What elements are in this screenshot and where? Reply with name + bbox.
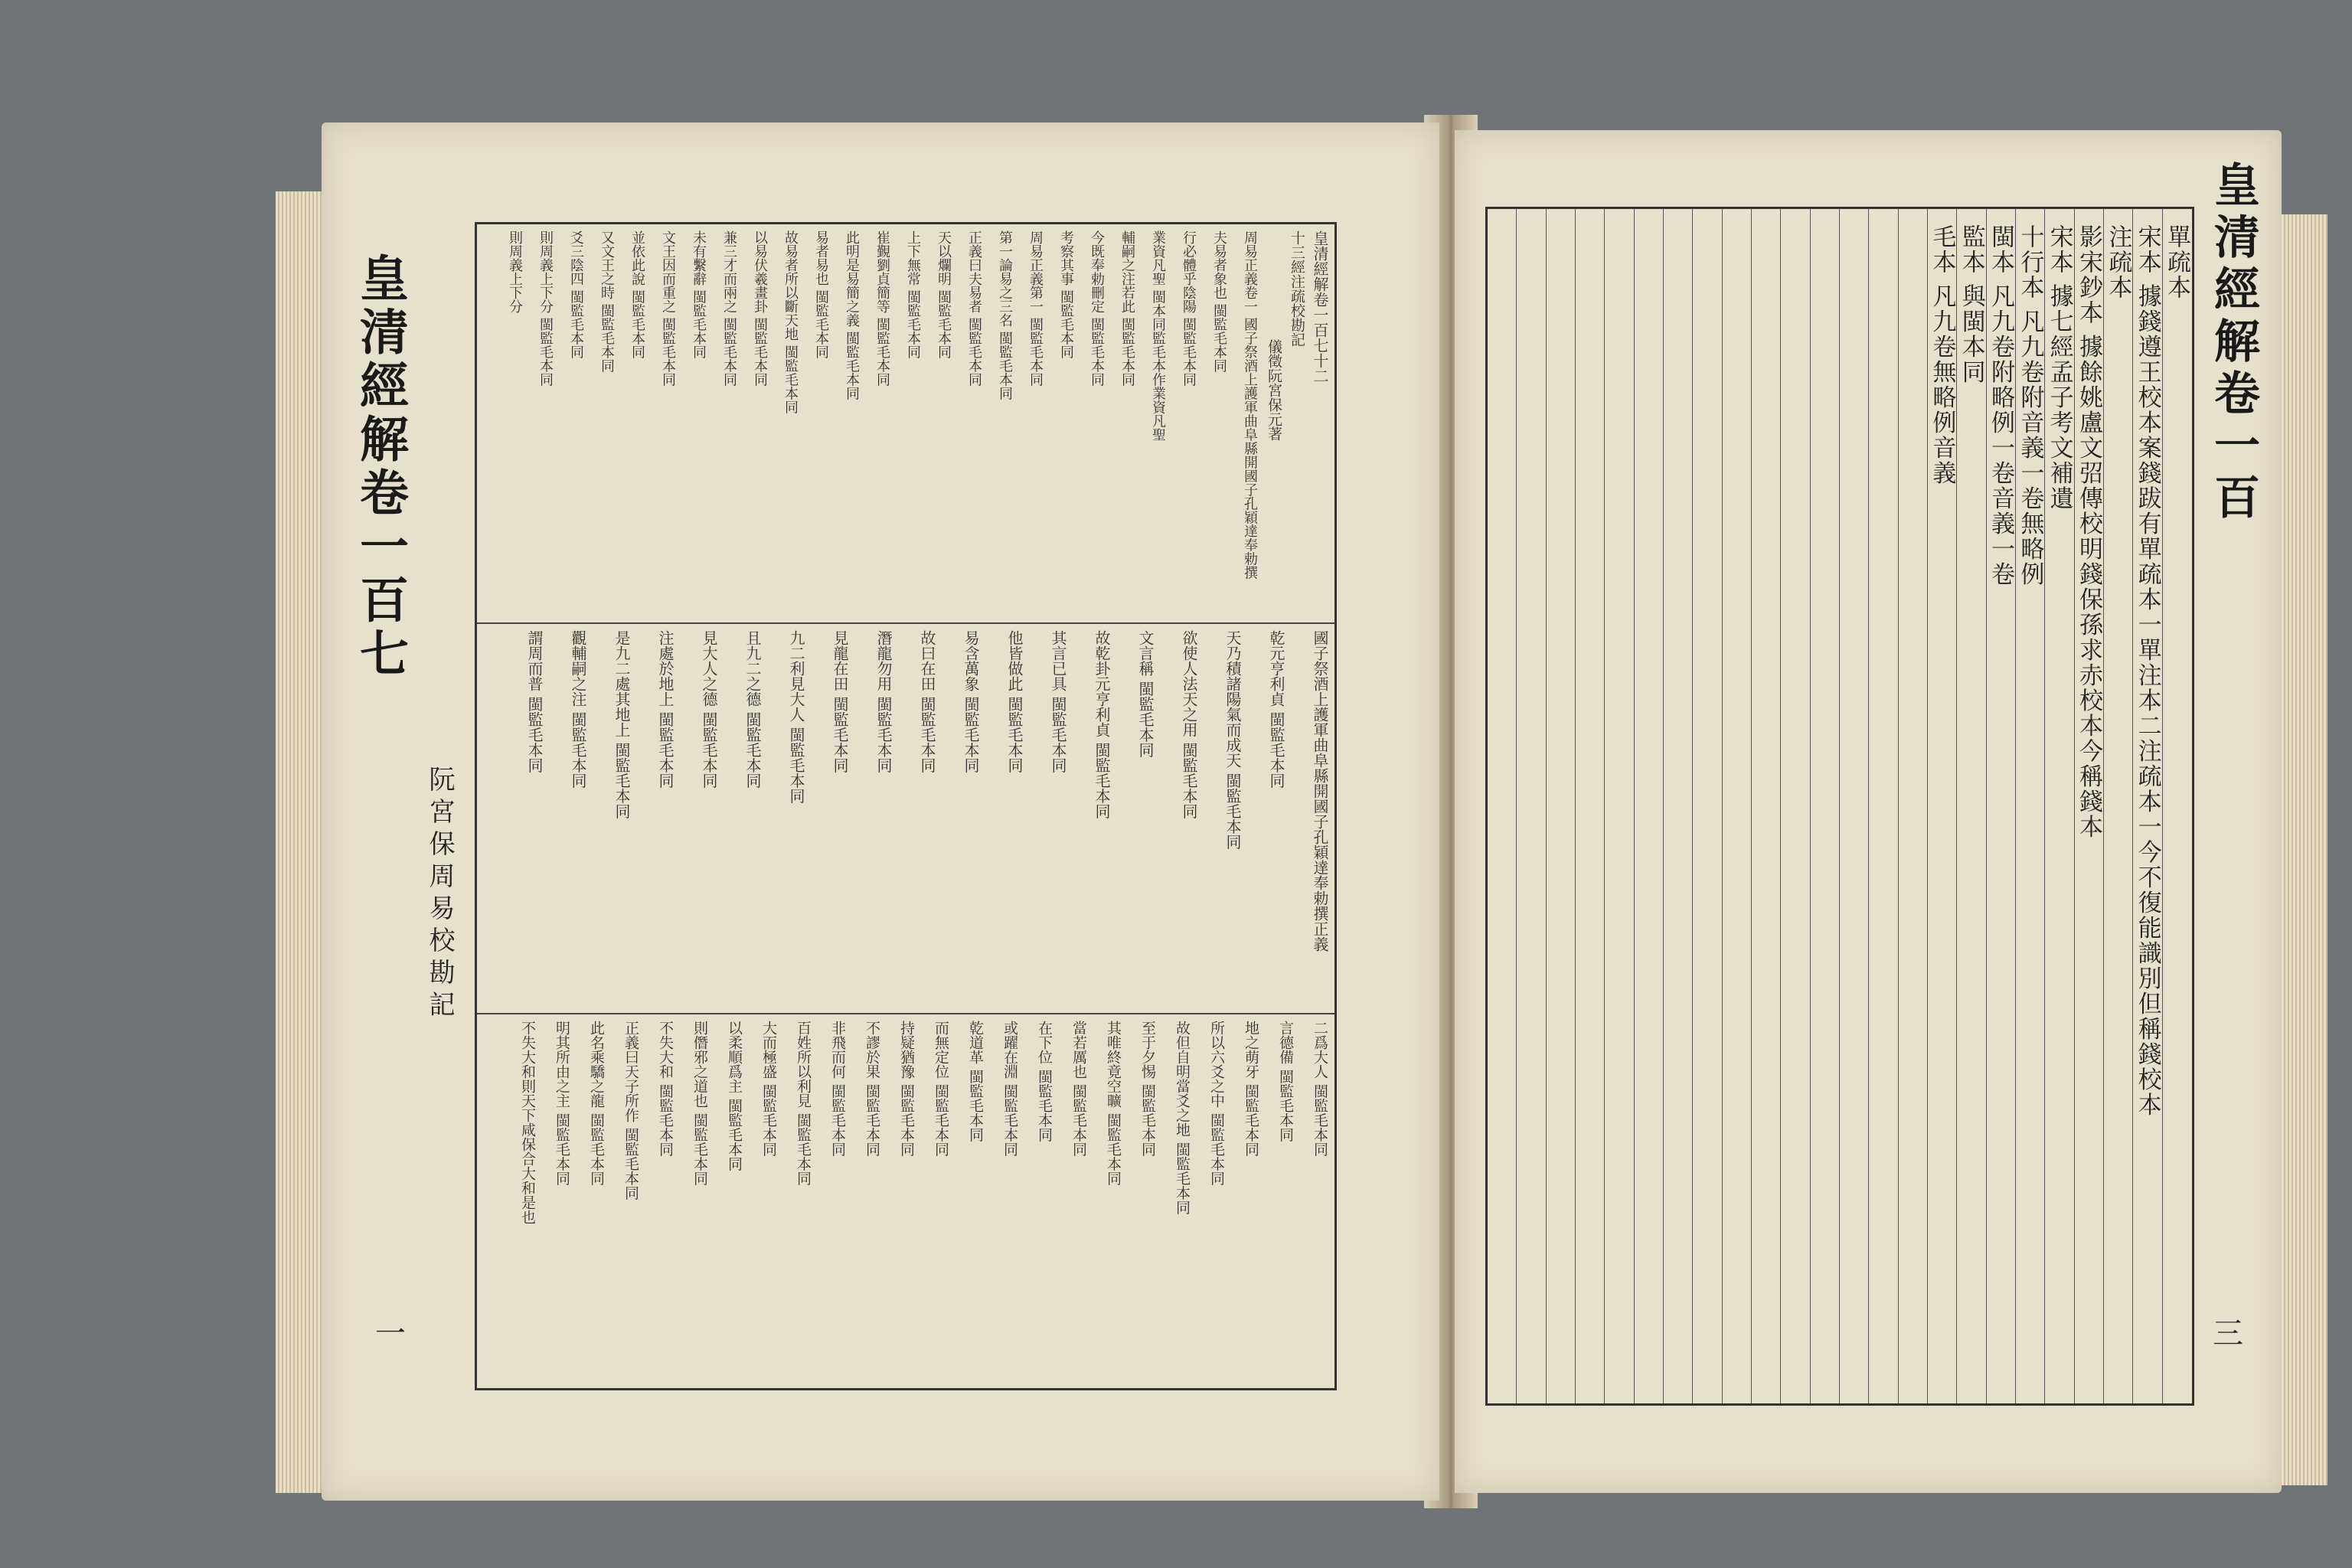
catalog-entry: 注疏本 <box>2104 224 2132 300</box>
right-page <box>1455 130 2282 1493</box>
text-column: 未有繫辭 閩監毛本同 <box>691 230 707 359</box>
catalog-entry: 閩本 凡九卷附略例一卷音義一卷 <box>1987 224 2014 587</box>
text-column: 並依此說 閩監毛本同 <box>629 230 645 359</box>
left-margin-runner: 阮宮保周易校勘記 <box>424 766 455 1023</box>
text-column: 在下位 閩監毛本同 <box>1036 1021 1053 1142</box>
text-column: 故曰在田 閩監毛本同 <box>918 630 936 773</box>
text-column: 又文王之時 閩監毛本同 <box>599 230 615 373</box>
text-column: 言德備 閩監毛本同 <box>1277 1021 1294 1142</box>
ruled-line <box>1604 209 1605 1403</box>
text-column: 非飛而何 閩監毛本同 <box>829 1021 846 1157</box>
text-column: 正義曰夫易者 閩監毛本同 <box>966 230 982 387</box>
text-column: 故乾卦元亨利貞 閩監毛本同 <box>1093 630 1111 819</box>
text-column: 兼三才而兩之 閩監毛本同 <box>721 230 737 387</box>
text-column: 故但自明當爻之地 閩監毛本同 <box>1174 1021 1191 1215</box>
ruled-line <box>2162 209 2163 1403</box>
text-column: 九二利見大人 閩監毛本同 <box>787 630 805 804</box>
ruled-line <box>1575 209 1576 1403</box>
left-margin-title: 皇清經解卷一百七 <box>351 253 409 681</box>
text-column: 注處於地上 閩監毛本同 <box>656 630 675 789</box>
text-column: 當若厲也 閩監毛本同 <box>1070 1021 1087 1157</box>
right-columns <box>1488 209 2192 1403</box>
text-column: 至于夕惕 閩監毛本同 <box>1139 1021 1156 1157</box>
text-column: 周易正義第一 閩監毛本同 <box>1027 230 1044 387</box>
text-column: 以易伏羲畫卦 閩監毛本同 <box>752 230 768 387</box>
text-column: 業資凡聖 閩本同監毛本作業資凡聖 <box>1150 230 1166 442</box>
ruled-line <box>1780 209 1781 1403</box>
text-column: 考察其事 閩監毛本同 <box>1058 230 1074 359</box>
text-column: 不失大和則天下咸保合大和是也 <box>519 1021 536 1224</box>
text-column: 文王因而重之 閩監毛本同 <box>660 230 676 387</box>
text-column: 第一論易之三名 閩監毛本同 <box>997 230 1013 400</box>
ruled-line <box>1810 209 1811 1403</box>
text-column: 此名乘驕之龍 閩監毛本同 <box>588 1021 605 1186</box>
left-page <box>322 122 1439 1501</box>
text-column: 易者易也 閩監毛本同 <box>813 230 829 359</box>
ruled-line <box>1868 209 1869 1403</box>
text-column: 故易者所以斷天地 閩監毛本同 <box>782 230 799 414</box>
text-column: 二爲大人 閩監毛本同 <box>1312 1021 1328 1157</box>
band-divider-1 <box>477 622 1334 624</box>
text-column: 大而極盛 閩監毛本同 <box>760 1021 777 1157</box>
text-column: 乾道革 閩監毛本同 <box>967 1021 984 1142</box>
band-divider-2 <box>477 1013 1334 1014</box>
text-column: 他皆做此 閩監毛本同 <box>1005 630 1024 773</box>
text-column: 行必體乎陰陽 閩監毛本同 <box>1181 230 1197 387</box>
text-column: 潛龍勿用 閩監毛本同 <box>874 630 893 773</box>
text-column: 地之萌牙 閩監毛本同 <box>1243 1021 1259 1157</box>
text-column: 而無定位 閩監毛本同 <box>933 1021 949 1157</box>
catalog-entry: 十行本 凡九卷附音義一卷無略例 <box>2016 224 2044 587</box>
text-column: 其唯終竟空曠 閩監毛本同 <box>1105 1021 1122 1186</box>
ruled-line <box>1516 209 1517 1403</box>
text-column: 天以爛明 閩監毛本同 <box>936 230 952 359</box>
band2-columns <box>486 630 1328 1005</box>
ruled-line <box>1751 209 1752 1403</box>
text-column: 則周義上下分 閩監毛本同 <box>537 230 554 387</box>
text-column: 見龍在田 閩監毛本同 <box>831 630 849 773</box>
text-column: 文言稱 閩監毛本同 <box>1136 630 1155 758</box>
right-margin-title: 皇清經解卷一百 <box>2207 161 2260 525</box>
left-page-number: 一 <box>375 1316 406 1351</box>
ruled-line <box>1663 209 1664 1403</box>
band1-subheader: 十三經注疏校勘記 <box>1289 230 1305 347</box>
text-column: 天乃積諸陽氣而成天 閩監毛本同 <box>1223 630 1242 850</box>
text-column: 明其所由之主 閩監毛本同 <box>554 1021 570 1186</box>
band1-columns <box>485 230 1258 617</box>
text-column: 乾元亨利貞 閩監毛本同 <box>1267 630 1285 789</box>
catalog-entry: 毛本 凡九卷無略例音義 <box>1928 224 1956 486</box>
text-column: 謂周而普 閩監毛本同 <box>525 630 544 773</box>
ruled-line <box>1546 209 1547 1403</box>
text-column: 夫易者象也 閩監毛本同 <box>1211 230 1227 373</box>
ruled-line <box>1692 209 1693 1403</box>
left-text-frame <box>475 222 1337 1390</box>
band1-header: 皇清經解卷一百七十二 <box>1311 230 1329 384</box>
right-page-number: 三 <box>2213 1316 2243 1351</box>
text-column: 欲使人法天之用 閩監毛本同 <box>1180 630 1198 819</box>
text-column: 觀輔嗣之注 閩監毛本同 <box>569 630 587 789</box>
text-column: 此明是易簡之義 閩監毛本同 <box>844 230 860 400</box>
catalog-entry: 監本 與閩本同 <box>1957 224 1985 385</box>
text-column: 爻三陰四 閩監毛本同 <box>568 230 584 359</box>
text-column: 則僭邪之道也 閩監毛本同 <box>691 1021 708 1186</box>
text-column: 持疑猶豫 閩監毛本同 <box>898 1021 915 1157</box>
text-column: 見大人之德 閩監毛本同 <box>700 630 718 789</box>
catalog-entry: 宋本 據七經孟子考文補遺 <box>2045 224 2073 511</box>
text-column: 是九二處其地上 閩監毛本同 <box>612 630 631 819</box>
ruled-line <box>1722 209 1723 1403</box>
right-text-frame <box>1485 207 2194 1406</box>
band3-columns <box>486 1021 1328 1380</box>
open-book <box>276 100 2343 1501</box>
ruled-line <box>1634 209 1635 1403</box>
text-column: 上下無常 閩監毛本同 <box>905 230 921 359</box>
catalog-entry: 單疏本 <box>2163 224 2190 300</box>
text-column: 所以六爻之中 閩監毛本同 <box>1208 1021 1225 1186</box>
catalog-entry: 影宋鈔本 據餘姚盧文弨傳校明錢保孫求赤校本今稱錢本 <box>2075 224 2102 840</box>
band1-author: 儀徵阮宮保元著 <box>1266 339 1282 441</box>
text-column: 其言已具 閩監毛本同 <box>1049 630 1067 773</box>
right-page-edge <box>2274 214 2328 1485</box>
ruled-line <box>2103 209 2104 1403</box>
text-column: 且九二之德 閩監毛本同 <box>743 630 762 789</box>
text-column: 輔嗣之注若此 閩監毛本同 <box>1119 230 1135 387</box>
text-column: 不失大和 閩監毛本同 <box>657 1021 674 1157</box>
text-column: 易含萬象 閩監毛本同 <box>962 630 980 773</box>
catalog-entry: 宋本 據錢遵王校本案錢跋有單疏本一單注本二注疏本一今不復能識別但稱錢校本 <box>2133 224 2161 1118</box>
text-column: 不謬於果 閩監毛本同 <box>864 1021 880 1157</box>
text-column: 以柔順爲主 閩監毛本同 <box>726 1021 743 1171</box>
ruled-line <box>1956 209 1957 1403</box>
text-column: 正義曰天子所作 閩監毛本同 <box>622 1021 639 1200</box>
text-column: 崔覲劉貞簡等 閩監毛本同 <box>874 230 890 387</box>
text-column: 國子祭酒上護軍曲阜縣開國子孔穎達奉勅撰正義 <box>1311 630 1329 952</box>
text-column: 今既奉勅刪定 閩監毛本同 <box>1089 230 1105 387</box>
text-column: 周易正義卷一 國子祭酒上護軍曲阜縣開國子孔穎達奉勅撰 <box>1242 230 1258 580</box>
text-column: 百姓所以利見 閩監毛本同 <box>795 1021 812 1186</box>
text-column: 或躍在淵 閩監毛本同 <box>1001 1021 1018 1157</box>
text-column: 則周義上下分 <box>507 230 523 313</box>
ruled-line <box>1898 209 1899 1403</box>
ruled-line <box>1839 209 1840 1403</box>
